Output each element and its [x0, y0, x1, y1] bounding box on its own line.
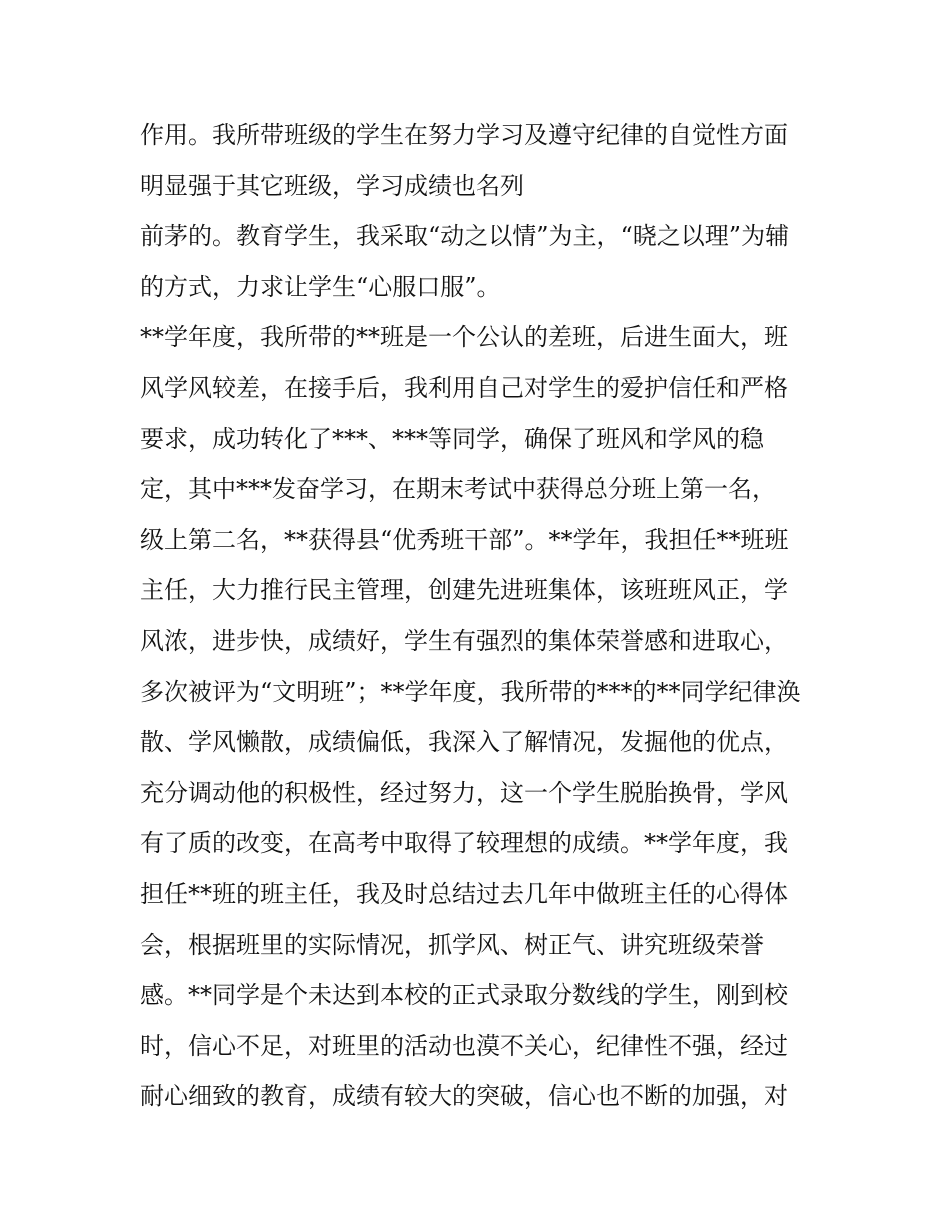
text-line: 主任，大力推行民主管理，创建先进班集体，该班班风正，学: [140, 576, 788, 605]
text-line: 会，根据班里的实际情况，抓学风、树正气、讲究班级荣誉: [140, 930, 764, 959]
text-line: 耐心细致的教育，成绩有较大的突破，信心也不断的加强，对: [140, 1082, 788, 1111]
text-line: 定，其中***发奋学习，在期末考试中获得总分班上第一名，: [140, 475, 776, 504]
text-line: 风浓，进步快，成绩好，学生有强烈的集体荣誉感和进取心，: [140, 626, 788, 655]
text-line: 散、学风懒散，成绩偏低，我深入了解情况，发掘他的优点，: [140, 728, 788, 757]
text-line: 的方式，力求让学生“心服口服”。: [140, 272, 501, 301]
body-text: [140, 110, 820, 1122]
text-line: 前茅的。教育学生，我采取“动之以情”为主，“晓之以理”为辅: [140, 222, 790, 251]
text-line: 担任**班的班主任，我及时总结过去几年中做班主任的心得体: [140, 879, 788, 908]
text-line: 时，信心不足，对班里的活动也漠不关心，纪律性不强，经过: [140, 1031, 788, 1060]
text-line: 级上第二名，**获得县“优秀班干部”。**学年，我担任**班班: [140, 525, 789, 554]
text-line: 充分调动他的积极性，经过努力，这一个学生脱胎换骨，学风: [140, 778, 788, 807]
text-line: 明显强于其它班级，学习成绩也名列: [140, 171, 524, 200]
text-line: 作用。我所带班级的学生在努力学习及遵守纪律的自觉性方面: [140, 121, 788, 149]
text-line: 风学风较差，在接手后，我利用自己对学生的爱护信任和严格: [140, 373, 788, 402]
text-line: 要求，成功转化了***、***等同学，确保了班风和学风的稳: [140, 424, 764, 453]
text-line: **学年度，我所带的**班是一个公认的差班，后进生面大，班: [140, 323, 788, 352]
text-line: 多次被评为“文明班”；**学年度，我所带的***的**同学纪律涣: [140, 677, 801, 706]
text-line: 有了质的改变，在高考中取得了较理想的成绩。**学年度，我: [140, 829, 788, 858]
text-line: 感。**同学是个未达到本校的正式录取分数线的学生，刚到校: [140, 981, 788, 1010]
